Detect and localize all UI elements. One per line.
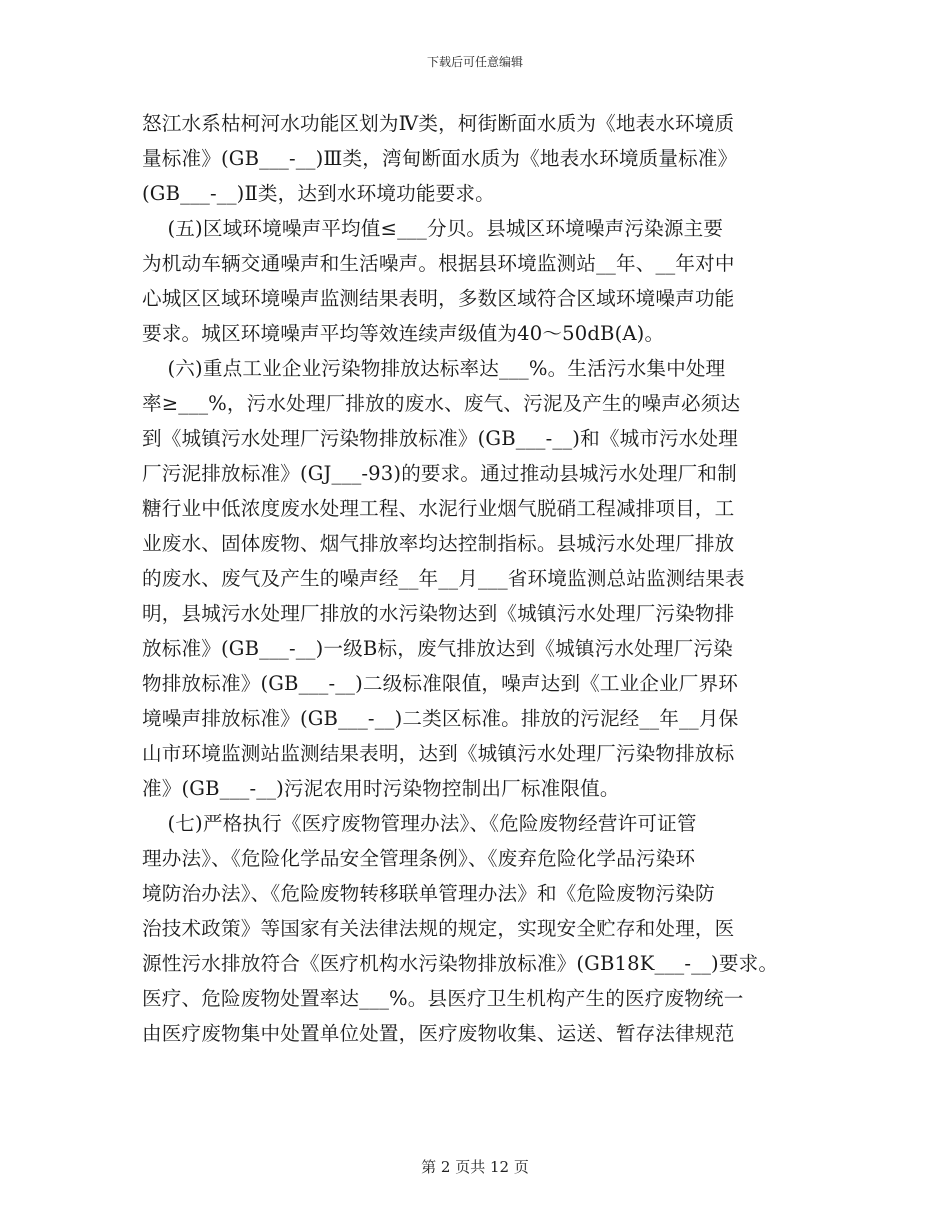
text-line: (五)区域环境噪声平均值≤___分贝。县城区环境噪声污染源主要 [142,217,724,240]
text-line: 理办法》、《危险化学品安全管理条例》、《废弃危险化学品污染环 [142,847,696,870]
text-line: 怒江水系枯柯河水功能区划为Ⅳ类，柯街断面水质为《地表水环境质 [142,112,735,135]
text-line: 由医疗废物集中处置单位处置，医疗废物收集、运送、暂存法律规范 [142,1022,735,1045]
page-header: 下载后可任意编辑 [426,55,523,69]
text-line: 为机动车辆交通噪声和生活噪声。根据县环境监测站__年、__年对中 [142,252,735,275]
text-line: 境防治办法》、《危险废物转移联单管理办法》和《危险废物污染防 [142,882,715,905]
text-line: 医疗、危险废物处置率达___%。县医疗卫生机构产生的医疗废物统一 [142,987,744,1010]
text-line: 心城区区域环境噪声监测结果表明，多数区域符合区域环境噪声功能 [142,287,735,310]
page-footer: 第 2 页共 12 页 [421,1158,529,1176]
text-line: (GB___-__)Ⅱ类，达到水环境功能要求。 [142,182,495,205]
text-line: 山市环境监测站监测结果表明，达到《城镇污水处理厂污染物排放标 [142,742,735,765]
text-line: (六)重点工业企业污染物排放达标率达___%。生活污水集中处理 [142,357,726,380]
text-line: 境噪声排放标准》(GB___-__)二类区标准。排放的污泥经__年__月保 [142,707,739,730]
text-line: 准》(GB___-__)污泥农用时污染物控制出厂标准限值。 [142,777,620,800]
text-line: (七)严格执行《医疗废物管理办法》、《危险废物经营许可证管 [142,812,697,835]
text-line: 治技术政策》等国家有关法律法规的规定，实现安全贮存和处理，医 [142,917,735,940]
document-body [142,106,822,1051]
text-line: 放标准》(GB___-__)一级B标，废气排放达到《城镇污水处理厂污染 [142,637,733,660]
text-line: 率≥___%，污水处理厂排放的废水、废气、污泥及产生的噪声必须达 [142,392,741,415]
text-line: 量标准》(GB___-__)Ⅲ类，湾甸断面水质为《地表水环境质量标准》 [142,147,738,170]
text-line: 要求。城区环境噪声平均等效连续声级值为40～50dB(A)。 [142,322,665,345]
text-line: 糖行业中低浓度废水处理工程、水泥行业烟气脱硝工程减排项目，工 [142,497,735,520]
text-line: 业废水、固体废物、烟气排放率均达控制指标。县城污水处理厂排放 [142,532,735,555]
text-line: 厂污泥排放标准》(GJ___-93)的要求。通过推动县城污水处理厂和制 [142,462,737,485]
text-line: 源性污水排放符合《医疗机构水污染物排放标准》(GB18K___-__)要求。 [142,952,779,975]
text-line: 明，县城污水处理厂排放的水污染物达到《城镇污水处理厂污染物排 [142,602,735,625]
text-line: 到《城镇污水处理厂污染物排放标准》(GB___-__)和《城市污水处理 [142,427,739,450]
text-line: 的废水、废气及产生的噪声经__年__月___省环境监测总站监测结果表 [142,567,745,590]
text-line: 物排放标准》(GB___-__)二级标准限值，噪声达到《工业企业厂界环 [142,672,739,695]
